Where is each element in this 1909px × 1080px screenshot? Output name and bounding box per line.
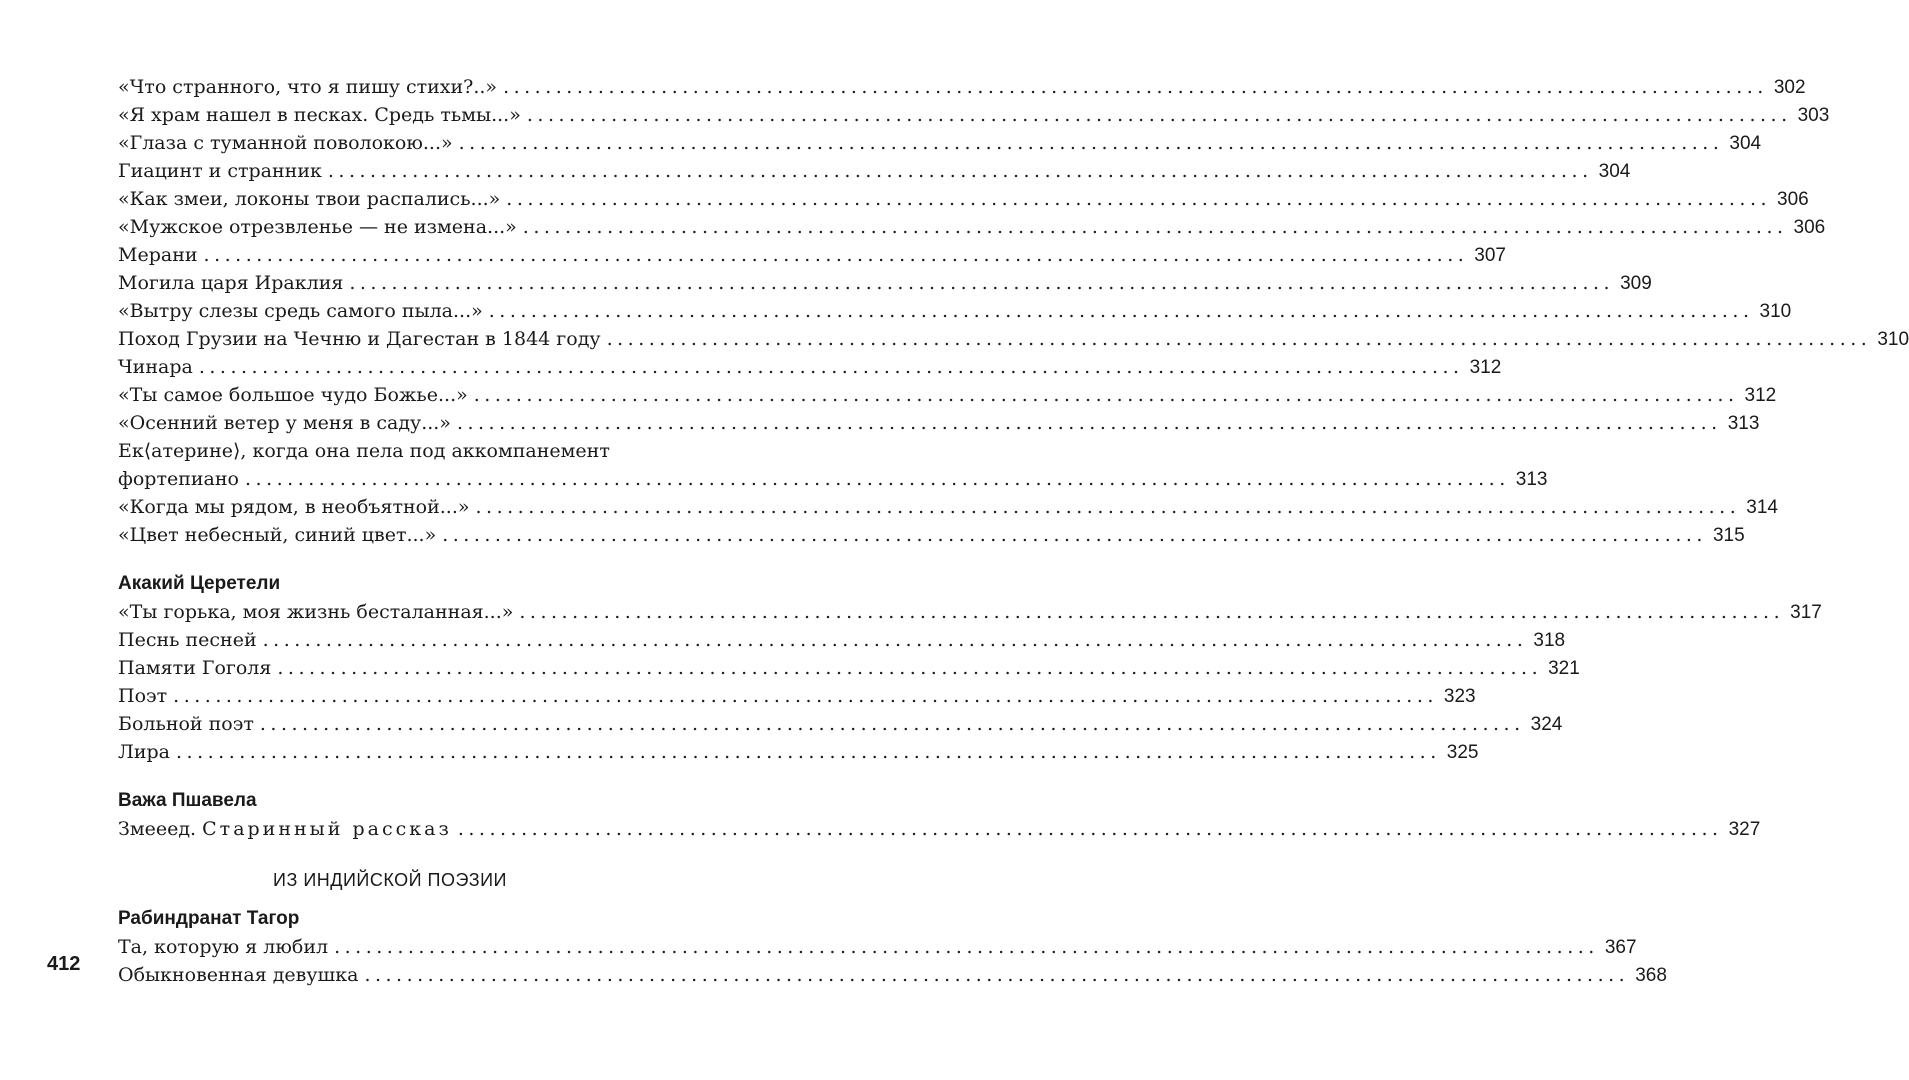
- toc-entry-page: 310: [1877, 329, 1909, 350]
- toc-entry: [118, 815, 1761, 843]
- toc-entry-page: 307: [1474, 245, 1506, 266]
- toc-entry-title: Песнь песней: [118, 629, 257, 651]
- toc-entry-title: Чинара: [118, 356, 193, 378]
- toc-entry-page: 313: [1727, 413, 1760, 434]
- toc-leader-dots: ........................................................................................................................: [526, 104, 1792, 126]
- toc-leader-dots: ........................................................................................................................: [198, 356, 1464, 378]
- toc-entry-title: Та, которую я любил: [118, 936, 329, 958]
- toc-entry-title-subtitle: Старинный рассказ: [202, 818, 452, 840]
- toc-entry-title: Памяти Гоголя: [118, 657, 272, 679]
- toc-entry-page: 324: [1530, 714, 1563, 735]
- toc-entry-page: 318: [1533, 630, 1566, 651]
- toc-entry-title: Поэт: [118, 685, 168, 707]
- toc-leader-dots: ........................................................................................................................: [457, 818, 1723, 840]
- toc-leader-dots: ........................................................................................................................: [176, 741, 1441, 763]
- toc-entry: [118, 654, 1580, 682]
- toc-leader-dots: ........................................................................................................................: [522, 216, 1788, 238]
- toc-entry-page: 313: [1515, 469, 1548, 490]
- toc-entry-page: 304: [1598, 161, 1631, 182]
- toc-entry-title: «Я храм нашел в песках. Средь тьмы...»: [118, 104, 521, 126]
- toc-entry-page: 314: [1746, 497, 1778, 518]
- page-number: 412: [47, 953, 81, 975]
- toc-entry: [118, 101, 1830, 129]
- toc-entry-title: «Мужское отрезвленье — не измена...»: [118, 216, 517, 238]
- toc-entry: [118, 521, 1745, 549]
- toc-group-baratashvili: [118, 73, 1909, 437]
- toc-leader-dots: ........................................................................................................................: [262, 629, 1528, 651]
- toc-entry-title-main: Змееед.: [118, 818, 197, 840]
- table-of-contents: [118, 73, 1909, 989]
- toc-entry-title: «Ты горька, моя жизнь бесталанная...»: [118, 601, 514, 623]
- section-heading: ИЗ ИНДИЙСКОЙ ПОЭЗИИ: [273, 870, 507, 890]
- toc-leader-dots: ........................................................................................................................: [364, 964, 1630, 986]
- toc-entry-page: 367: [1604, 937, 1637, 958]
- toc-entry: [118, 213, 1826, 241]
- toc-leader-dots: ........................................................................................................................: [458, 132, 1724, 154]
- toc-entry-title: «Осенний ветер у меня в саду...»: [118, 412, 451, 434]
- toc-entry-page: 321: [1548, 658, 1580, 679]
- toc-entry-page: 304: [1729, 133, 1762, 154]
- toc-entry-page: 312: [1469, 357, 1502, 378]
- toc-entry: [118, 493, 1778, 521]
- toc-entry: [118, 682, 1476, 710]
- toc-entry: [118, 598, 1822, 626]
- toc-entry: [118, 157, 1631, 185]
- toc-entry-title: Гиацинт и странник: [118, 160, 322, 182]
- toc-group-tagore: [118, 933, 1667, 989]
- toc-entry-page: 368: [1635, 965, 1667, 986]
- toc-leader-dots: ........................................................................................................................: [606, 328, 1872, 350]
- toc-entry-title: [118, 815, 458, 843]
- toc-entry-title: «Ты самое большое чудо Божье...»: [118, 384, 468, 406]
- toc-entry-title: Мерани: [118, 244, 198, 266]
- toc-entry-title: «Как змеи, локоны твои распались...»: [118, 188, 501, 210]
- toc-leader-dots: ........................................................................................................................: [259, 713, 1525, 735]
- toc-entry-title-line2: фортепиано: [118, 468, 239, 490]
- toc-entry-title-line1: Ек⟨атерине⟩, когда она пела под аккомпанемент: [118, 440, 610, 462]
- toc-group-baratashvili-tail: [118, 493, 1778, 549]
- toc-entry: [118, 933, 1637, 961]
- toc-entry: [118, 297, 1792, 325]
- toc-entry-page: 317: [1790, 602, 1822, 623]
- toc-entry: [118, 325, 1909, 353]
- author-heading: Рабиндранат Тагор: [118, 908, 300, 929]
- toc-leader-dots: ........................................................................................................................: [203, 244, 1469, 266]
- toc-entry: [118, 409, 1760, 437]
- toc-leader-dots: ........................................................................................................................: [349, 272, 1615, 294]
- toc-entry: [118, 241, 1506, 269]
- toc-entry-page: 327: [1728, 819, 1761, 840]
- toc-leader-dots: ........................................................................................................................: [334, 936, 1599, 958]
- toc-entry: [118, 961, 1667, 989]
- toc-entry: [118, 465, 1548, 493]
- toc-leader-dots: ........................................................................................................................: [456, 412, 1722, 434]
- toc-entry: [118, 738, 1479, 766]
- toc-entry-title: Могила царя Ираклия: [118, 272, 344, 294]
- toc-entry-page: 312: [1744, 385, 1777, 406]
- toc-entry-page: 302: [1773, 77, 1806, 98]
- toc-entry-page: 310: [1759, 301, 1792, 322]
- toc-leader-dots: ........................................................................................................................: [488, 300, 1754, 322]
- toc-entry-title: Лира: [118, 741, 171, 763]
- toc-entry: [118, 129, 1762, 157]
- toc-entry-title: «Цвет небесный, синий цвет...»: [118, 524, 437, 546]
- toc-leader-dots: ........................................................................................................................: [473, 384, 1739, 406]
- toc-leader-dots: ........................................................................................................................: [503, 76, 1768, 98]
- toc-entry-title: «Когда мы рядом, в необъятной...»: [118, 496, 470, 518]
- author-heading: Акакий Церетели: [118, 573, 281, 594]
- toc-entry: [118, 710, 1563, 738]
- toc-leader-dots: ........................................................................................................................: [519, 601, 1785, 623]
- toc-group-pshavela: [118, 815, 1761, 843]
- toc-entry: [118, 185, 1809, 213]
- toc-leader-dots: ........................................................................................................................: [327, 160, 1593, 182]
- toc-entry-page: 306: [1777, 189, 1809, 210]
- toc-entry-page: 306: [1793, 217, 1826, 238]
- toc-entry-page: 323: [1443, 686, 1476, 707]
- toc-leader-dots: ........................................................................................................................: [277, 657, 1543, 679]
- toc-entry-wrapped: [118, 437, 1548, 493]
- toc-leader-dots: ........................................................................................................................: [475, 496, 1741, 518]
- toc-entry-title: Поход Грузии на Чечню и Дагестан в 1844 году: [118, 328, 601, 350]
- toc-entry-title: Больной поэт: [118, 713, 254, 735]
- toc-leader-dots: ........................................................................................................................: [442, 524, 1707, 546]
- toc-entry-title: «Вытру слезы средь самого пыла...»: [118, 300, 483, 322]
- toc-entry: [118, 381, 1777, 409]
- toc-entry-title: Обыкновенная девушка: [118, 964, 359, 986]
- toc-entry: [118, 353, 1502, 381]
- toc-entry-page: 325: [1446, 742, 1479, 763]
- author-heading: Важа Пшавела: [118, 790, 257, 811]
- toc-leader-dots: ........................................................................................................................: [245, 468, 1510, 490]
- toc-entry-page: 303: [1797, 105, 1830, 126]
- toc-entry-page: 315: [1712, 525, 1745, 546]
- toc-leader-dots: ........................................................................................................................: [506, 188, 1772, 210]
- toc-entry-title: «Что странного, что я пишу стихи?..»: [118, 76, 498, 98]
- toc-entry: [118, 626, 1566, 654]
- toc-leader-dots: ........................................................................................................................: [173, 685, 1438, 707]
- toc-entry-page: 309: [1620, 273, 1652, 294]
- toc-entry-title: «Глаза с туманной поволокою...»: [118, 132, 453, 154]
- toc-entry: [118, 269, 1652, 297]
- toc-entry: [118, 73, 1806, 101]
- toc-group-tsereteli: [118, 598, 1822, 766]
